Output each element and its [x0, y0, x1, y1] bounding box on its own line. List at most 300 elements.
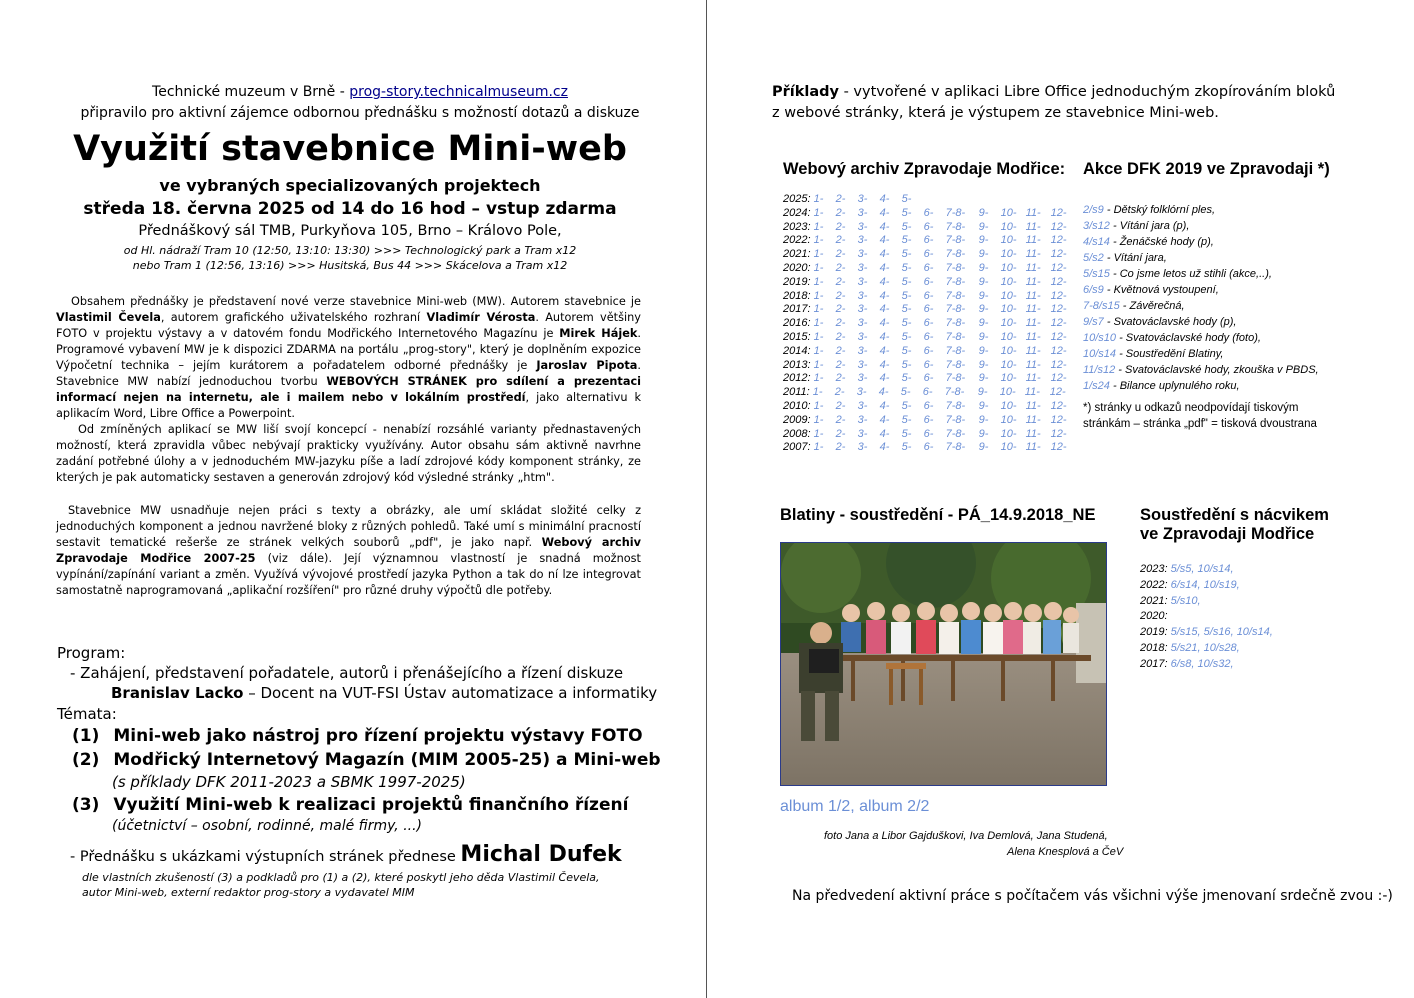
dfk-page-link[interactable]: 10/s14 — [1083, 348, 1117, 360]
blatiny-title: Blatiny - soustředění - PÁ_14.9.2018_NE — [780, 506, 1096, 524]
topic-2-sub: (s příklady DFK 2011-2023 a SBMK 1997-2025) — [112, 773, 466, 791]
archive-month-link[interactable]: 10- — [1000, 413, 1017, 426]
archive-month-link[interactable]: 1- — [813, 261, 824, 274]
dfk-note — [1083, 400, 1317, 432]
dfk-event: - Soustředění Blatiny, — [1116, 348, 1224, 360]
archive-month-link[interactable]: 9- — [977, 386, 988, 399]
sous-row — [1140, 625, 1273, 641]
archive-month-link[interactable]: 6- — [923, 261, 934, 274]
sous-page-link[interactable]: 10/s19 — [1203, 578, 1237, 591]
dfk-row — [1083, 314, 1319, 330]
archive-month-link[interactable]: 11- — [1025, 303, 1041, 316]
dfk-row — [1083, 250, 1319, 266]
archive-month-link[interactable]: 5- — [901, 399, 912, 412]
archive-month-link[interactable]: 12- — [1050, 358, 1067, 371]
archive-month-link[interactable]: 7-8- — [945, 413, 966, 426]
archive-month-link[interactable]: 11- — [1025, 234, 1041, 247]
sous-page-link[interactable]: 6/s8 — [1170, 657, 1192, 670]
archive-month-link[interactable]: 6- — [923, 441, 934, 454]
archive-month-link[interactable]: 10- — [1000, 289, 1017, 302]
archive-month-link[interactable]: 11- — [1025, 344, 1041, 357]
archive-month-link[interactable]: 9- — [978, 427, 989, 440]
archive-month-link[interactable]: 3- — [857, 261, 868, 274]
p3-text: (viz dále). Její významnou vlastností je snadná možnost vypínání/zapínání variant a změn. Využívá vývojové prostředí jazyka Python a tak do ní lze integrovat samostatně naprogramovaná „aplikační rozšíření" pro různé druhy výpočtů dle potřeby. — [56, 552, 641, 597]
archive-month-link[interactable]: 10- — [1000, 399, 1017, 412]
archive-month-link[interactable]: 9- — [978, 248, 989, 261]
lecturer-line — [70, 842, 622, 867]
archive-month-link[interactable]: 3- — [857, 344, 868, 357]
archive-month-link[interactable]: 9- — [978, 317, 989, 330]
sous-year: 2021: — [1140, 594, 1168, 607]
archive-month-link[interactable]: 7-8- — [945, 317, 966, 330]
archive-month-link[interactable]: 3- — [857, 303, 868, 316]
archive-month-link[interactable]: 1- — [812, 386, 823, 399]
dfk-page-link[interactable]: 5/s15 — [1083, 268, 1110, 280]
archive-month-link[interactable]: 12- — [1050, 344, 1067, 357]
archive-month-link[interactable]: 2- — [835, 427, 846, 440]
sous-page-link[interactable]: 10/s28 — [1203, 641, 1237, 654]
chair-name: Branislav Lacko — [111, 684, 244, 702]
archive-month-link[interactable]: 5- — [901, 413, 912, 426]
archive-month-link[interactable]: 11- — [1025, 220, 1041, 233]
dfk-page-link[interactable]: 6/s9 — [1083, 284, 1104, 296]
archive-month-link[interactable]: 5- — [901, 330, 912, 343]
p1-text: , jako alternativu k aplikacím Word, Libre Office a Powerpoint. — [56, 391, 641, 420]
archive-month-link[interactable]: 9- — [978, 303, 989, 316]
archive-month-link[interactable]: 9- — [978, 234, 989, 247]
archive-year: 2011: — [783, 386, 810, 399]
archive-month-link[interactable]: 4- — [879, 206, 890, 219]
archive-year: 2021: — [783, 248, 811, 261]
archive-month-link[interactable]: 12- — [1050, 206, 1067, 219]
archive-month-link[interactable]: 12- — [1050, 413, 1067, 426]
paragraph-1 — [56, 294, 641, 422]
archive-month-link[interactable]: 3- — [857, 275, 868, 288]
archive-month-link[interactable]: 5- — [901, 317, 912, 330]
archive-month-link[interactable]: 4- — [879, 303, 890, 316]
archive-month-link[interactable]: 7-8- — [945, 427, 966, 440]
archive-month-link[interactable]: 1- — [813, 413, 824, 426]
sous-page-link[interactable]: 5/s16 — [1203, 626, 1231, 639]
archive-month-link[interactable]: 2- — [835, 441, 846, 454]
dfk-event: - Svatováclavské hody (foto), — [1116, 332, 1261, 344]
sous-page-link[interactable]: 5/s21 — [1170, 641, 1198, 654]
archive-month-link[interactable]: 6- — [923, 289, 934, 302]
archive-month-link[interactable]: 3- — [857, 248, 868, 261]
archive-month-link[interactable]: 1- — [813, 220, 824, 233]
archive-month-link[interactable]: 9- — [978, 358, 989, 371]
archive-month-link[interactable]: 5- — [901, 275, 912, 288]
archive-month-link[interactable]: 11- — [1025, 330, 1041, 343]
album-separator: , — [850, 798, 860, 815]
archive-row — [783, 441, 1076, 455]
archive-month-link[interactable]: 2- — [835, 303, 846, 316]
archive-row — [783, 234, 1076, 248]
archive-month-link[interactable]: 3- — [857, 317, 868, 330]
archive-month-link[interactable]: 4- — [879, 399, 890, 412]
archive-month-link[interactable]: 11- — [1025, 427, 1041, 440]
p1-name: Vlastimil Čevela — [56, 311, 161, 324]
archive-month-link[interactable]: 7-8- — [945, 248, 966, 261]
archive-month-link[interactable]: 4- — [879, 441, 890, 454]
venue: Přednáškový sál TMB, Purkyňova 105, Brno – Královo Pole, — [138, 223, 562, 239]
archive-month-link[interactable]: 5- — [901, 248, 912, 261]
archive-month-link[interactable]: 6- — [922, 386, 933, 399]
archive-month-link[interactable]: 7-8- — [945, 261, 966, 274]
archive-month-link[interactable]: 4- — [879, 317, 890, 330]
archive-month-link[interactable]: 1- — [813, 248, 824, 261]
archive-month-link[interactable]: 2- — [835, 344, 846, 357]
archive-month-link[interactable]: 9- — [978, 261, 989, 274]
archive-month-link[interactable]: 1- — [813, 206, 824, 219]
archive-month-link[interactable]: 3- — [857, 220, 868, 233]
archive-month-link[interactable]: 2- — [835, 330, 846, 343]
archive-month-link[interactable]: 6- — [923, 275, 934, 288]
archive-row — [783, 317, 1076, 331]
org-line — [40, 82, 680, 103]
archive-month-link[interactable]: 10- — [1000, 441, 1017, 454]
archive-month-link[interactable]: 4- — [879, 413, 890, 426]
archive-month-link[interactable]: 7-8- — [945, 303, 966, 316]
archive-month-link[interactable]: 10- — [999, 386, 1016, 399]
org-link[interactable]: prog-story.technicalmuseum.cz — [349, 84, 568, 100]
archive-month-link[interactable]: 1- — [813, 427, 824, 440]
archive-month-link[interactable]: 10- — [1000, 372, 1017, 385]
archive-month-link[interactable]: 4- — [879, 344, 890, 357]
archive-row — [783, 276, 1076, 290]
archive-month-link[interactable]: 11- — [1025, 275, 1041, 288]
archive-month-link[interactable]: 5- — [901, 261, 912, 274]
archive-month-link[interactable]: 10- — [1000, 220, 1017, 233]
archive-month-link[interactable]: 7-8- — [945, 206, 966, 219]
archive-month-link[interactable]: 1- — [813, 193, 824, 205]
archive-month-link[interactable]: 11- — [1025, 358, 1041, 371]
dfk-page-link[interactable]: 1/s24 — [1083, 380, 1110, 392]
archive-month-link[interactable]: 9- — [978, 206, 989, 219]
topic-text: Modřický Internetový Magazín (MIM 2005-25) a Mini-web — [113, 750, 661, 770]
archive-row — [783, 386, 1076, 400]
archive-month-link[interactable]: 9- — [978, 441, 989, 454]
archive-month-link[interactable]: 1- — [813, 317, 824, 330]
archive-month-link[interactable]: 3- — [857, 441, 868, 454]
dfk-page-link[interactable]: 2/s9 — [1083, 204, 1104, 216]
archive-month-link[interactable]: 2- — [835, 399, 846, 412]
archive-month-link[interactable]: 3- — [856, 386, 867, 399]
archive-month-link[interactable]: 2- — [835, 248, 846, 261]
archive-month-link[interactable]: 2- — [835, 220, 846, 233]
archive-month-link[interactable]: 6- — [923, 399, 934, 412]
dfk-event: - Dětský folklórní ples, — [1103, 204, 1216, 216]
archive-month-link[interactable]: 3- — [857, 206, 868, 219]
archive-month-link[interactable]: 7-8- — [945, 358, 966, 371]
archive-row — [783, 262, 1076, 276]
dfk-event: - Květnová vystoupení, — [1103, 284, 1219, 296]
dfk-note-line-1: *) stránky u odkazů neodpovídají tiskovým — [1083, 402, 1299, 414]
archive-month-link[interactable]: 4- — [879, 289, 890, 302]
archive-year: 2010: — [783, 399, 811, 412]
credit-line-2: autor Mini-web, externí redaktor prog-story a vydavatel MIM — [82, 886, 415, 899]
archive-month-link[interactable]: 12- — [1050, 372, 1067, 385]
archive-month-link[interactable]: 9- — [978, 413, 989, 426]
dfk-page-link[interactable]: 4/s14 — [1083, 236, 1110, 248]
archive-month-link[interactable]: 1- — [813, 344, 824, 357]
sous-year: 2023: — [1140, 563, 1168, 575]
archive-month-link[interactable]: 5- — [901, 372, 912, 385]
sous-separator: , — [1236, 578, 1240, 591]
archive-month-link[interactable]: 12- — [1050, 261, 1067, 274]
archive-month-link[interactable]: 2- — [834, 386, 845, 399]
photo-credit-2: Alena Knesplová a ČeV — [1007, 846, 1124, 858]
archive-month-link[interactable]: 4- — [879, 248, 890, 261]
archive-month-link[interactable]: 1- — [813, 358, 824, 371]
archive-month-link[interactable]: 3- — [857, 234, 868, 247]
dfk-page-link[interactable]: 5/s2 — [1083, 252, 1104, 264]
archive-month-link[interactable]: 6- — [923, 234, 934, 247]
archive-month-link[interactable]: 12- — [1050, 317, 1067, 330]
archive-month-link[interactable]: 5- — [901, 303, 912, 316]
archive-month-link[interactable]: 6- — [923, 427, 934, 440]
sous-page-link[interactable]: 5/s10 — [1170, 594, 1198, 607]
archive-month-link[interactable]: 10- — [1000, 330, 1017, 343]
archive-month-link[interactable]: 7-8- — [944, 386, 965, 399]
p3-highlight: Webový archiv Zpravodaje Modřice 2007-25 — [56, 536, 641, 565]
archive-row — [783, 221, 1076, 235]
archive-month-link[interactable]: 4- — [879, 220, 890, 233]
archive-month-link[interactable]: 6- — [923, 413, 934, 426]
archive-month-link[interactable]: 7-8- — [945, 220, 966, 233]
archive-month-link[interactable]: 3- — [857, 413, 868, 426]
page-divider — [706, 0, 707, 998]
archive-month-link[interactable]: 4- — [879, 427, 890, 440]
archive-month-link[interactable]: 11- — [1025, 261, 1041, 274]
archive-month-link[interactable]: 6- — [923, 248, 934, 261]
archive-month-link[interactable]: 2- — [835, 261, 846, 274]
archive-month-link[interactable]: 7-8- — [945, 275, 966, 288]
archive-month-link[interactable]: 4- — [879, 234, 890, 247]
archive-month-link[interactable]: 4- — [879, 358, 890, 371]
archive-month-link[interactable]: 5- — [901, 289, 912, 302]
archive-month-link[interactable]: 5- — [901, 344, 912, 357]
archive-month-link[interactable]: 11- — [1024, 386, 1040, 399]
archive-month-link[interactable]: 5- — [901, 427, 912, 440]
archive-month-link[interactable]: 12- — [1050, 289, 1067, 302]
archive-month-link[interactable]: 5- — [901, 193, 912, 205]
archive-month-link[interactable]: 7-8- — [945, 330, 966, 343]
dfk-page-link[interactable]: 11/s12 — [1083, 364, 1116, 376]
archive-month-link[interactable]: 12- — [1050, 275, 1067, 288]
archive-month-link[interactable]: 11- — [1025, 206, 1041, 219]
archive-month-link[interactable]: 5- — [901, 206, 912, 219]
sous-separator: , — [1197, 641, 1204, 654]
program-chair — [111, 684, 657, 703]
archive-month-link[interactable]: 2- — [835, 206, 846, 219]
dfk-row — [1083, 282, 1319, 298]
archive-month-link[interactable]: 11- — [1025, 248, 1041, 261]
archive-month-link[interactable]: 10- — [1000, 234, 1017, 247]
archive-month-link[interactable]: 5- — [901, 441, 912, 454]
album-2-link[interactable]: album 2/2 — [859, 798, 930, 815]
archive-month-link[interactable]: 5- — [901, 358, 912, 371]
dfk-row — [1083, 362, 1319, 378]
archive-month-link[interactable]: 6- — [923, 358, 934, 371]
sous-separator: , — [1191, 657, 1198, 670]
sous-separator: , — [1191, 563, 1198, 575]
archive-month-link[interactable]: 12- — [1050, 234, 1067, 247]
archive-month-link[interactable]: 3- — [857, 399, 868, 412]
archive-month-link[interactable]: 9- — [978, 330, 989, 343]
archive-month-link[interactable]: 9- — [978, 399, 989, 412]
group-photo[interactable] — [780, 542, 1107, 786]
archive-year: 2020: — [783, 261, 811, 274]
archive-month-link[interactable]: 4- — [879, 275, 890, 288]
archive-month-link[interactable]: 2- — [835, 193, 846, 205]
archive-month-link[interactable]: 4- — [879, 193, 890, 205]
chair-role: – Docent na VUT-FSI Ústav automatizace a informatiky — [243, 684, 658, 702]
archive-month-link[interactable]: 1- — [813, 234, 824, 247]
archive-month-link[interactable]: 1- — [813, 441, 824, 454]
intro-line-2: z webové stránky, která je výstupem ze stavebnice Mini-web. — [772, 105, 1219, 121]
sous-page-link[interactable]: 6/s14 — [1170, 578, 1198, 591]
dfk-page-link[interactable]: 9/s7 — [1083, 316, 1104, 328]
intro — [772, 82, 1335, 124]
archive-month-link[interactable]: 9- — [978, 220, 989, 233]
archive-month-link[interactable]: 11- — [1025, 441, 1041, 454]
archive-year: 2018: — [783, 289, 811, 302]
archive-month-link[interactable]: 7-8- — [945, 289, 966, 302]
archive-month-link[interactable]: 4- — [879, 261, 890, 274]
archive-row — [783, 372, 1076, 386]
archive-month-link[interactable]: 6- — [923, 303, 934, 316]
dfk-page-link[interactable]: 7-8/s15 — [1083, 300, 1120, 312]
archive-month-link[interactable]: 1- — [813, 289, 824, 302]
sous-year: 2019: — [1140, 626, 1168, 639]
dfk-row — [1083, 218, 1319, 234]
archive-month-link[interactable]: 3- — [857, 427, 868, 440]
sous-separator: , — [1197, 594, 1201, 607]
archive-month-link[interactable]: 2- — [835, 358, 846, 371]
archive-month-link[interactable]: 4- — [879, 330, 890, 343]
archive-month-link[interactable]: 5- — [901, 220, 912, 233]
archive-month-link[interactable]: 10- — [1000, 303, 1017, 316]
subtitle: ve vybraných specializovaných projektech — [159, 176, 541, 195]
archive-month-link[interactable]: 2- — [835, 234, 846, 247]
archive-month-link[interactable]: 1- — [813, 372, 824, 385]
archive-month-link[interactable]: 2- — [835, 372, 846, 385]
archive-month-link[interactable]: 2- — [835, 317, 846, 330]
archive-month-link[interactable]: 3- — [857, 358, 868, 371]
archive-month-link[interactable]: 10- — [1000, 358, 1017, 371]
sous-row — [1140, 641, 1273, 657]
archive-month-link[interactable]: 12- — [1050, 399, 1067, 412]
archive-month-link[interactable]: 1- — [813, 330, 824, 343]
sous-separator: , — [1230, 626, 1237, 639]
archive-month-link[interactable]: 11- — [1025, 413, 1041, 426]
sous-page-link[interactable]: 10/s32 — [1197, 657, 1231, 670]
dfk-list — [1083, 202, 1319, 394]
archive-month-link[interactable]: 10- — [1000, 206, 1017, 219]
archive-month-link[interactable]: 12- — [1050, 441, 1067, 454]
date-line: středa 18. června 2025 od 14 do 16 hod – vstup zdarma — [83, 199, 617, 219]
archive-month-link[interactable]: 9- — [978, 289, 989, 302]
archive-month-link[interactable]: 3- — [857, 289, 868, 302]
archive-month-link[interactable]: 11- — [1025, 289, 1041, 302]
archive-month-link[interactable]: 5- — [900, 386, 911, 399]
archive-month-link[interactable]: 6- — [923, 330, 934, 343]
archive-month-link[interactable]: 11- — [1025, 372, 1041, 385]
archive-month-link[interactable]: 4- — [878, 386, 889, 399]
sous-page-link[interactable]: 5/s5 — [1170, 563, 1192, 575]
archive-month-link[interactable]: 7-8- — [945, 399, 966, 412]
archive-month-link[interactable]: 4- — [879, 372, 890, 385]
archive-month-link[interactable]: 9- — [978, 275, 989, 288]
archive-month-link[interactable]: 7-8- — [945, 372, 966, 385]
archive-month-link[interactable]: 2- — [835, 413, 846, 426]
archive-month-link[interactable]: 6- — [923, 220, 934, 233]
lecturer-prefix: - Přednášku s ukázkami výstupních stránek přednese — [70, 849, 461, 865]
archive-month-link[interactable]: 10- — [1000, 344, 1017, 357]
archive-month-link[interactable]: 3- — [857, 193, 868, 205]
archive-month-link[interactable]: 1- — [813, 399, 824, 412]
archive-month-link[interactable]: 5- — [901, 234, 912, 247]
archive-month-link[interactable]: 9- — [978, 372, 989, 385]
archive-month-link[interactable]: 10- — [1000, 248, 1017, 261]
p1-text: . Autorem většiny FOTO v projektu výstavy a v datovém fondu Modřického Internetového Magazínu je — [56, 311, 641, 340]
archive-month-link[interactable]: 2- — [835, 289, 846, 302]
dfk-event: - Vítání jara, — [1103, 252, 1167, 264]
archive-month-link[interactable]: 12- — [1050, 330, 1067, 343]
archive-month-link[interactable]: 10- — [1000, 275, 1017, 288]
archive-month-link[interactable]: 6- — [923, 206, 934, 219]
archive-month-link[interactable]: 11- — [1025, 399, 1041, 412]
archive-month-link[interactable]: 6- — [923, 372, 934, 385]
archive-month-link[interactable]: 3- — [857, 330, 868, 343]
archive-month-link[interactable]: 6- — [923, 317, 934, 330]
archive-month-link[interactable]: 1- — [813, 303, 824, 316]
photo-credit-1: foto Jana a Libor Gajduškovi, Iva Demlová, Jana Studená, — [824, 830, 1108, 842]
dfk-page-link[interactable]: 10/s10 — [1083, 332, 1117, 344]
archive-month-link[interactable]: 3- — [857, 372, 868, 385]
dfk-event: - Závěrečná, — [1119, 300, 1185, 312]
archive-month-link[interactable]: 7-8- — [945, 441, 966, 454]
archive-month-link[interactable]: 9- — [978, 344, 989, 357]
sous-page-link[interactable]: 5/s15 — [1170, 626, 1198, 639]
intro-line-1 — [772, 82, 1335, 103]
archive-month-link[interactable]: 12- — [1050, 248, 1067, 261]
archive-month-link[interactable]: 7-8- — [945, 234, 966, 247]
archive-month-link[interactable]: 12- — [1050, 303, 1067, 316]
p3-text: Stavebnice MW usnadňuje nejen práci s texty a obrázky, ale umí skládat složité celky z jednoduchých komponent a jednou navržené bloky z různých pohledů. Také umí s minimální pracností sestavit tematické rešerše ze stránek velkých souborů „pdf", je jako např. — [56, 504, 641, 549]
archive-month-link[interactable]: 11- — [1025, 317, 1041, 330]
archive-month-link[interactable]: 12- — [1050, 220, 1067, 233]
archive-month-link[interactable]: 10- — [1000, 317, 1017, 330]
dfk-page-link[interactable]: 3/s12 — [1083, 220, 1110, 232]
archive-month-link[interactable]: 12- — [1050, 427, 1067, 440]
archive-month-link[interactable]: 2- — [835, 275, 846, 288]
archive-row — [783, 193, 1076, 207]
dfk-row — [1083, 266, 1319, 282]
archive-month-link[interactable]: 12- — [1049, 386, 1066, 399]
sous-page-link[interactable]: 10/s14 — [1236, 626, 1270, 639]
sous-page-link[interactable]: 10/s14 — [1197, 563, 1231, 575]
album-1-link[interactable]: album 1/2 — [780, 798, 851, 815]
dfk-title: Akce DFK 2019 ve Zpravodaji *) — [1083, 160, 1330, 178]
archive-month-link[interactable]: 1- — [813, 275, 824, 288]
archive-month-link[interactable]: 10- — [1000, 261, 1017, 274]
archive-month-link[interactable]: 7-8- — [945, 344, 966, 357]
archive-month-link[interactable]: 10- — [1000, 427, 1017, 440]
intro-rest: - vytvořené v aplikaci Libre Office jednoduchým zkopírováním bloků — [838, 84, 1336, 100]
archive-month-link[interactable]: 6- — [923, 344, 934, 357]
